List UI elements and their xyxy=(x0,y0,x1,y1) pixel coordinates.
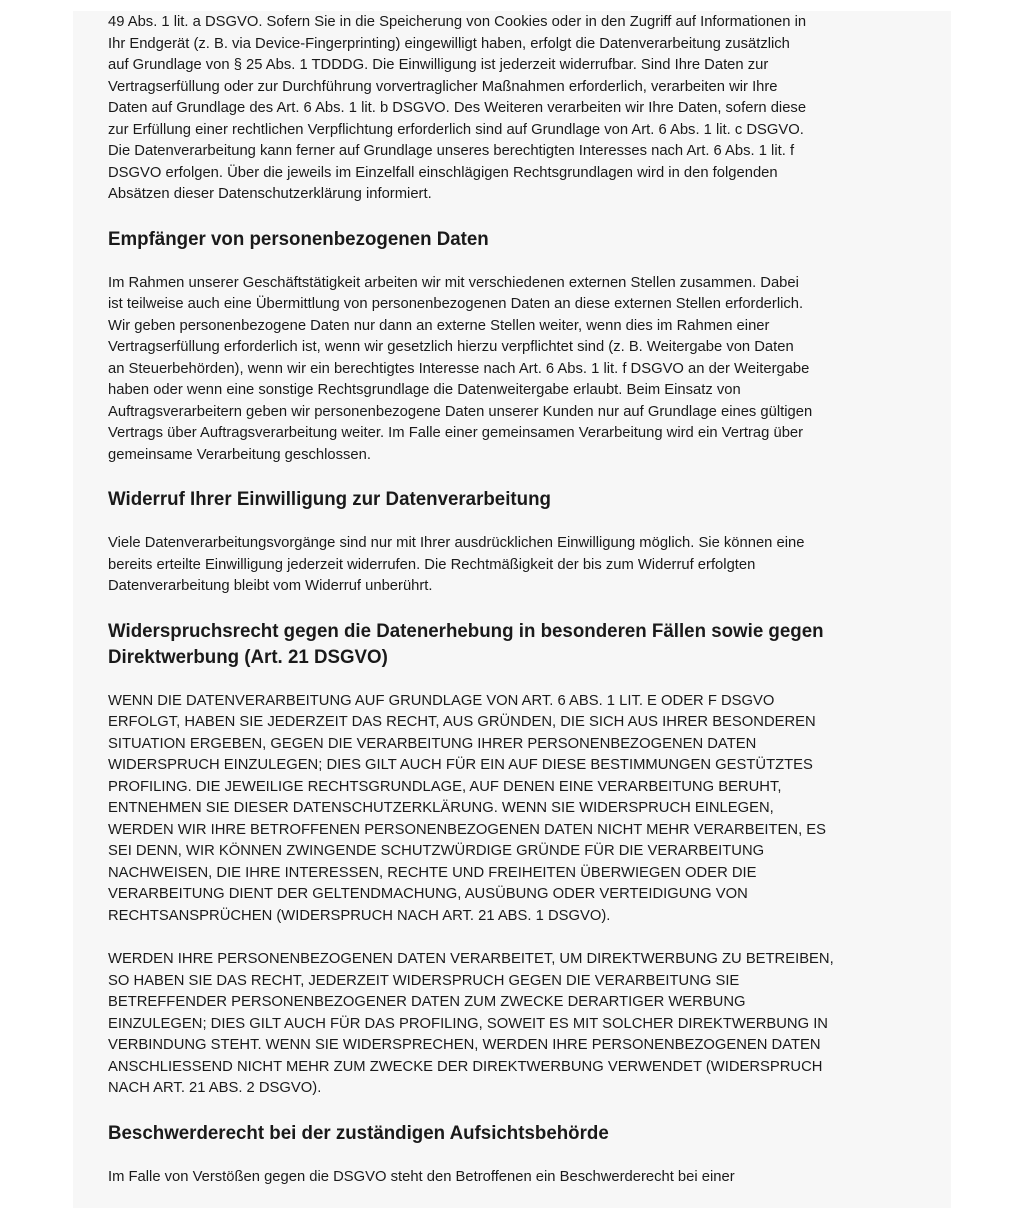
heading-line: Direktwerbung (Art. 21 DSGVO) xyxy=(108,646,388,668)
policy-section xyxy=(108,227,928,466)
text-line: Daten auf Grundlage des Art. 6 Abs. 1 lit. b DSGVO. Des Weiteren verarbeiten wir Ihre Daten, sofern diese xyxy=(108,99,807,116)
text-line: NACHWEISEN, DIE IHRE INTERESSEN, RECHTE UND FREIHEITEN ÜBERWIEGEN ODER DIE xyxy=(108,863,757,881)
text-line: Absätzen dieser Datenschutzerklärung informiert. xyxy=(108,185,432,202)
text-line: Wir geben personenbezogene Daten nur dann an externe Stellen weiter, wenn dies im Rahmen einer xyxy=(108,316,770,334)
text-line: Vertragserfüllung erforderlich ist, wenn wir gesetzlich hierzu verpflichtet sind (z. B. Weitergabe von Daten xyxy=(108,338,794,355)
heading-line: Widerspruchsrecht gegen die Datenerhebung in besonderen Fällen sowie gegen xyxy=(108,620,824,642)
privacy-policy-content xyxy=(108,11,928,1187)
text-line: Vertrags über Auftragsverarbeitung weiter. Im Falle einer gemeinsamen Verarbeitung wird ein Vertrag über xyxy=(108,424,804,441)
text-line: WERDEN IHRE PERSONENBEZOGENEN DATEN VERARBEITET, UM DIREKTWERBUNG ZU BETREIBEN, xyxy=(108,950,834,967)
paragraph xyxy=(108,1166,928,1188)
text-line: gemeinsame Verarbeitung geschlossen. xyxy=(108,445,371,463)
paragraph xyxy=(108,690,928,927)
text-line: WENN DIE DATENVERARBEITUNG AUF GRUNDLAGE VON ART. 6 ABS. 1 LIT. E ODER F DSGVO xyxy=(108,691,775,709)
text-line: haben oder wenn eine sonstige Rechtsgrundlage die Datenweitergabe erlaubt. Beim Einsatz von xyxy=(108,381,741,398)
text-line: SITUATION ERGEBEN, GEGEN DIE VERARBEITUNG IHRER PERSONENBEZOGENEN DATEN xyxy=(108,734,757,752)
text-line: Im Rahmen unserer Geschäftstätigkeit arbeiten wir mit verschiedenen externen Stellen zusammen. Dabei xyxy=(108,273,799,291)
text-line: 49 Abs. 1 lit. a DSGVO. Sofern Sie in die Speicherung von Cookies oder in den Zugriff auf Informationen in xyxy=(108,13,807,30)
heading-line: Empfänger von personenbezogenen Daten xyxy=(108,228,489,250)
text-line: BETREFFENDER PERSONENBEZOGENER DATEN ZUM ZWECKE DERARTIGER WERBUNG xyxy=(108,993,746,1010)
text-line: Datenverarbeitung bleibt vom Widerruf unberührt. xyxy=(108,577,433,594)
paragraph xyxy=(108,532,928,597)
text-line: VERARBEITUNG DIENT DER GELTENDMACHUNG, AUSÜBUNG ODER VERTEIDIGUNG VON xyxy=(108,885,748,902)
paragraph xyxy=(108,272,928,466)
text-line: ist teilweise auch eine Übermittlung von personenbezogenen Daten an diese externen Stellen erforderlich. xyxy=(108,295,804,312)
text-line: Vertragserfüllung oder zur Durchführung vorvertraglicher Maßnahmen erforderlich, verarbeiten wir Ihre xyxy=(108,77,778,95)
text-line: auf Grundlage von § 25 Abs. 1 TDDDG. Die Einwilligung ist jederzeit widerrufbar. Sind Ihre Daten zur xyxy=(108,56,769,73)
policy-section xyxy=(108,619,928,1099)
section-heading xyxy=(108,227,928,253)
text-line: DSGVO erfolgen. Über die jeweils im Einzelfall einschlägigen Rechtsgrundlagen wird in den folgenden xyxy=(108,163,778,181)
text-line: Ihr Endgerät (z. B. via Device-Fingerprinting) eingewilligt haben, erfolgt die Datenverarbeitung zusätzlich xyxy=(108,34,790,52)
text-line: WIDERSPRUCH EINZULEGEN; DIES GILT AUCH FÜR EIN AUF DIESE BESTIMMUNGEN GESTÜTZTES xyxy=(108,756,813,773)
text-line: Auftragsverarbeitern geben wir personenbezogene Daten unserer Kunden nur auf Grundlage eines gültigen xyxy=(108,402,813,420)
section-heading xyxy=(108,487,928,513)
text-line: NACH ART. 21 ABS. 2 DSGVO). xyxy=(108,1079,322,1096)
text-line: ERFOLGT, HABEN SIE JEDERZEIT DAS RECHT, AUS GRÜNDEN, DIE SICH AUS IHRER BESONDEREN xyxy=(108,713,816,730)
text-line: VERBINDUNG STEHT. WENN SIE WIDERSPRECHEN, WERDEN IHRE PERSONENBEZOGENEN DATEN xyxy=(108,1036,821,1053)
text-line: an Steuerbehörden), wenn wir ein berechtigtes Interesse nach Art. 6 Abs. 1 lit. f DSGVO an der Weitergabe xyxy=(108,359,810,377)
section-heading xyxy=(108,619,928,671)
text-line: RECHTSANSPRÜCHEN (WIDERSPRUCH NACH ART. 21 ABS. 1 DSGVO). xyxy=(108,906,611,924)
section-heading xyxy=(108,1121,928,1147)
text-line: WERDEN WIR IHRE BETROFFENEN PERSONENBEZOGENEN DATEN NICHT MEHR VERARBEITEN, ES xyxy=(108,820,827,838)
text-line: SO HABEN SIE DAS RECHT, JEDERZEIT WIDERSPRUCH GEGEN DIE VERARBEITUNG SIE xyxy=(108,971,740,989)
text-line: Die Datenverarbeitung kann ferner auf Grundlage unseres berechtigten Interesses nach Art. 6 Abs. 1 lit. f xyxy=(108,142,795,159)
heading-line: Widerruf Ihrer Einwilligung zur Datenverarbeitung xyxy=(108,489,551,510)
paragraph xyxy=(108,11,928,205)
heading-line: Beschwerderecht bei der zuständigen Aufsichtsbehörde xyxy=(108,1122,609,1144)
text-line: Im Falle von Verstößen gegen die DSGVO steht den Betroffenen ein Beschwerderecht bei einer xyxy=(108,1167,735,1185)
text-line: PROFILING. DIE JEWEILIGE RECHTSGRUNDLAGE, AUF DENEN EINE VERARBEITUNG BERUHT, xyxy=(108,777,782,795)
text-line: ENTNEHMEN SIE DIESER DATENSCHUTZERKLÄRUNG. WENN SIE WIDERSPRUCH EINLEGEN, xyxy=(108,799,774,816)
text-line: Viele Datenverarbeitungsvorgänge sind nur mit Ihrer ausdrücklichen Einwilligung möglich. Sie können eine xyxy=(108,534,805,551)
paragraph xyxy=(108,948,928,1099)
policy-section xyxy=(108,1121,928,1188)
policy-section xyxy=(108,487,928,597)
text-line: ANSCHLIESSEND NICHT MEHR ZUM ZWECKE DER DIREKTWERBUNG VERWENDET (WIDERSPRUCH xyxy=(108,1057,823,1075)
policy-section xyxy=(108,11,928,205)
text-line: zur Erfüllung einer rechtlichen Verpflichtung erforderlich sind auf Grundlage von Art. 6 Abs. 1 lit. c DSGVO. xyxy=(108,120,804,138)
text-line: EINZULEGEN; DIES GILT AUCH FÜR DAS PROFILING, SOWEIT ES MIT SOLCHER DIREKTWERBUNG IN xyxy=(108,1014,828,1032)
text-line: bereits erteilte Einwilligung jederzeit widerrufen. Die Rechtmäßigkeit der bis zum Widerruf erfolgten xyxy=(108,555,756,573)
text-line: SEI DENN, WIR KÖNNEN ZWINGENDE SCHUTZWÜRDIGE GRÜNDE FÜR DIE VERARBEITUNG xyxy=(108,842,765,859)
